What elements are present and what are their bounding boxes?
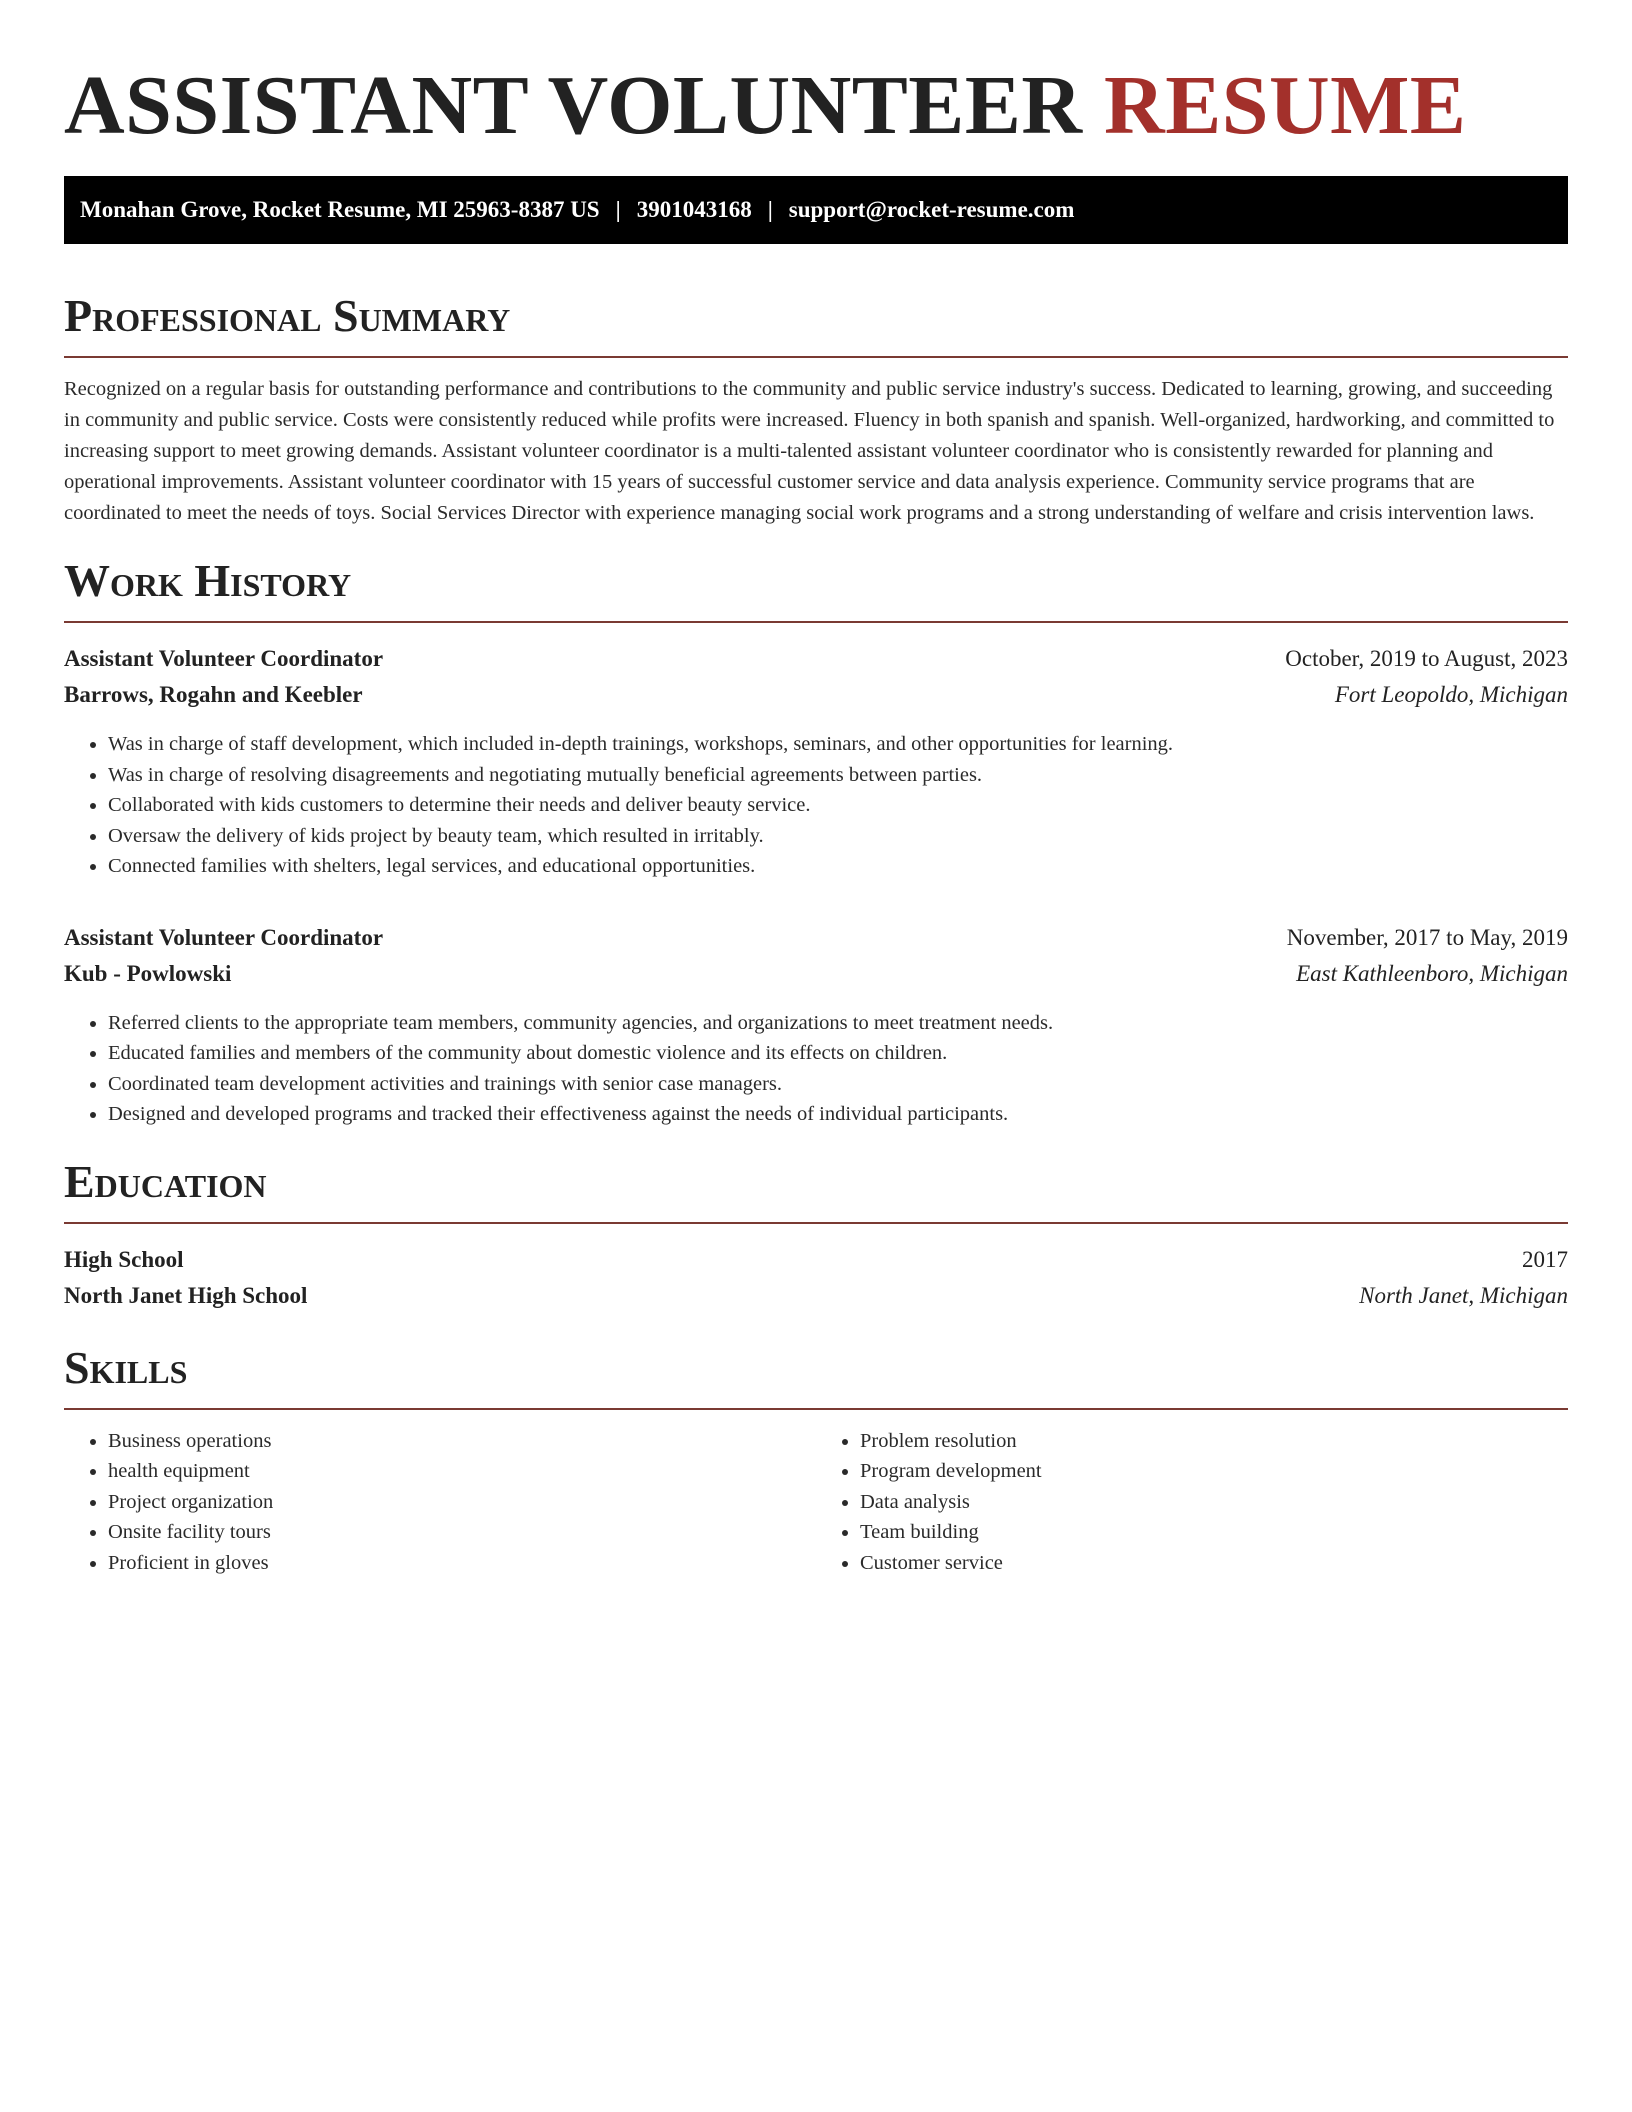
education-school-row [64,1278,1568,1314]
title-accent: RESUME [1104,59,1467,152]
list-item: • Was in charge of resolving disagreements and negotiating mutually beneficial agreements between parties. [108,760,1568,791]
job-title: Assistant Volunteer Coordinator [64,924,384,950]
section-divider [64,356,1568,358]
section-heading-skills: Skills [64,1341,188,1393]
job-title: Assistant Volunteer Coordinator [64,646,384,671]
job-entry [64,920,1568,1130]
section-heading-summary: Professional Summary [64,290,511,341]
list-item: • Team building [860,1517,1568,1548]
contact-phone[interactable]: 3901043168 [636,197,752,222]
list-item: • Referred clients to the appropriate team members, community agencies, and organizations to meet treatment needs. [108,1008,1568,1039]
list-item: • Onsite facility tours [108,1517,816,1548]
skills-column-right [816,1426,1568,1579]
job-company-row [64,677,1568,713]
list-item: • Connected families with shelters, legal services, and educational opportunities. [108,851,1568,882]
education-school: North Janet High School [64,1282,308,1308]
list-item: • Designed and developed programs and tracked their effectiveness against the needs of individual participants. [108,1099,1568,1130]
list-item: • Was in charge of staff development, which included in-depth trainings, workshops, seminars, and other opportunities for learning. [108,729,1568,760]
list-item: • Data analysis [860,1487,1568,1518]
contact-separator: | [767,197,773,222]
job-header-row [64,641,1568,677]
job-company: Kub - Powlowski [64,960,232,986]
list-item: • Customer service [860,1548,1568,1579]
education-degree: High School [64,1246,184,1272]
job-location: Fort Leopoldo, Michigan [1334,682,1568,707]
resume-title [64,0,1568,156]
summary-text: Recognized on a regular basis for outstanding performance and contributions to the community and public service industry's success. Dedicated to learning, growing, and succeeding in community and public service. Costs were consistently reduced while profits were increased. Fluency in both spanish and spanish. Well-organized, hardworking, and committed to increasing support to meet growing demands. Assistant volunteer coordinator is a multi-talented assistant volunteer coordinator who is consistently rewarded for planning and operational improvements. Assistant volunteer coordinator with 15 years of successful customer service and data analysis experience. Community service programs that are coordinated to meet the needs of toys. Social Services Director with experience managing social work programs and a strong understanding of welfare and crisis intervention laws. [64,378,1555,524]
section-heading-work: Work History [64,555,352,606]
job-company-row [64,956,1568,992]
contact-separator: | [615,197,621,222]
job-location: East Kathleenboro, Michigan [1296,960,1568,986]
job-company: Barrows, Rogahn and Keebler [64,682,363,707]
list-item: • Proficient in gloves [108,1548,816,1579]
section-heading-education: Education [64,1155,267,1207]
job-bullets [64,1008,1568,1130]
education-header-row [64,1242,1568,1278]
job-entry [64,641,1568,882]
list-item: • Oversaw the delivery of kids project by beauty team, which resulted in irritably. [108,821,1568,852]
list-item: • Business operations [108,1426,816,1457]
job-bullets [64,729,1568,882]
section-divider [64,621,1568,623]
title-main: ASSISTANT VOLUNTEER [64,59,1083,152]
section-divider [64,1408,1568,1410]
list-item: • Educated families and members of the community about domestic violence and its effects on children. [108,1038,1568,1069]
education-year: 2017 [1522,1246,1568,1272]
education-location: North Janet, Michigan [1359,1282,1568,1308]
list-item: • Project organization [108,1487,816,1518]
list-item: • Problem resolution [860,1426,1568,1457]
contact-bar [64,176,1568,244]
list-item: • Coordinated team development activities and trainings with senior case managers. [108,1069,1568,1100]
contact-email[interactable]: support@rocket-resume.com [788,197,1075,222]
skills-list [64,1426,1568,1579]
list-item: • Collaborated with kids customers to determine their needs and deliver beauty service. [108,790,1568,821]
education-entry [64,1242,1568,1314]
job-dates: October, 2019 to August, 2023 [1285,646,1568,671]
skills-column-left [64,1426,816,1579]
job-header-row [64,920,1568,956]
list-item: • health equipment [108,1456,816,1487]
contact-address: Monahan Grove, Rocket Resume, MI 25963-8387 US [80,197,600,222]
job-dates: November, 2017 to May, 2019 [1286,924,1568,950]
section-divider [64,1222,1568,1224]
list-item: • Program development [860,1456,1568,1487]
